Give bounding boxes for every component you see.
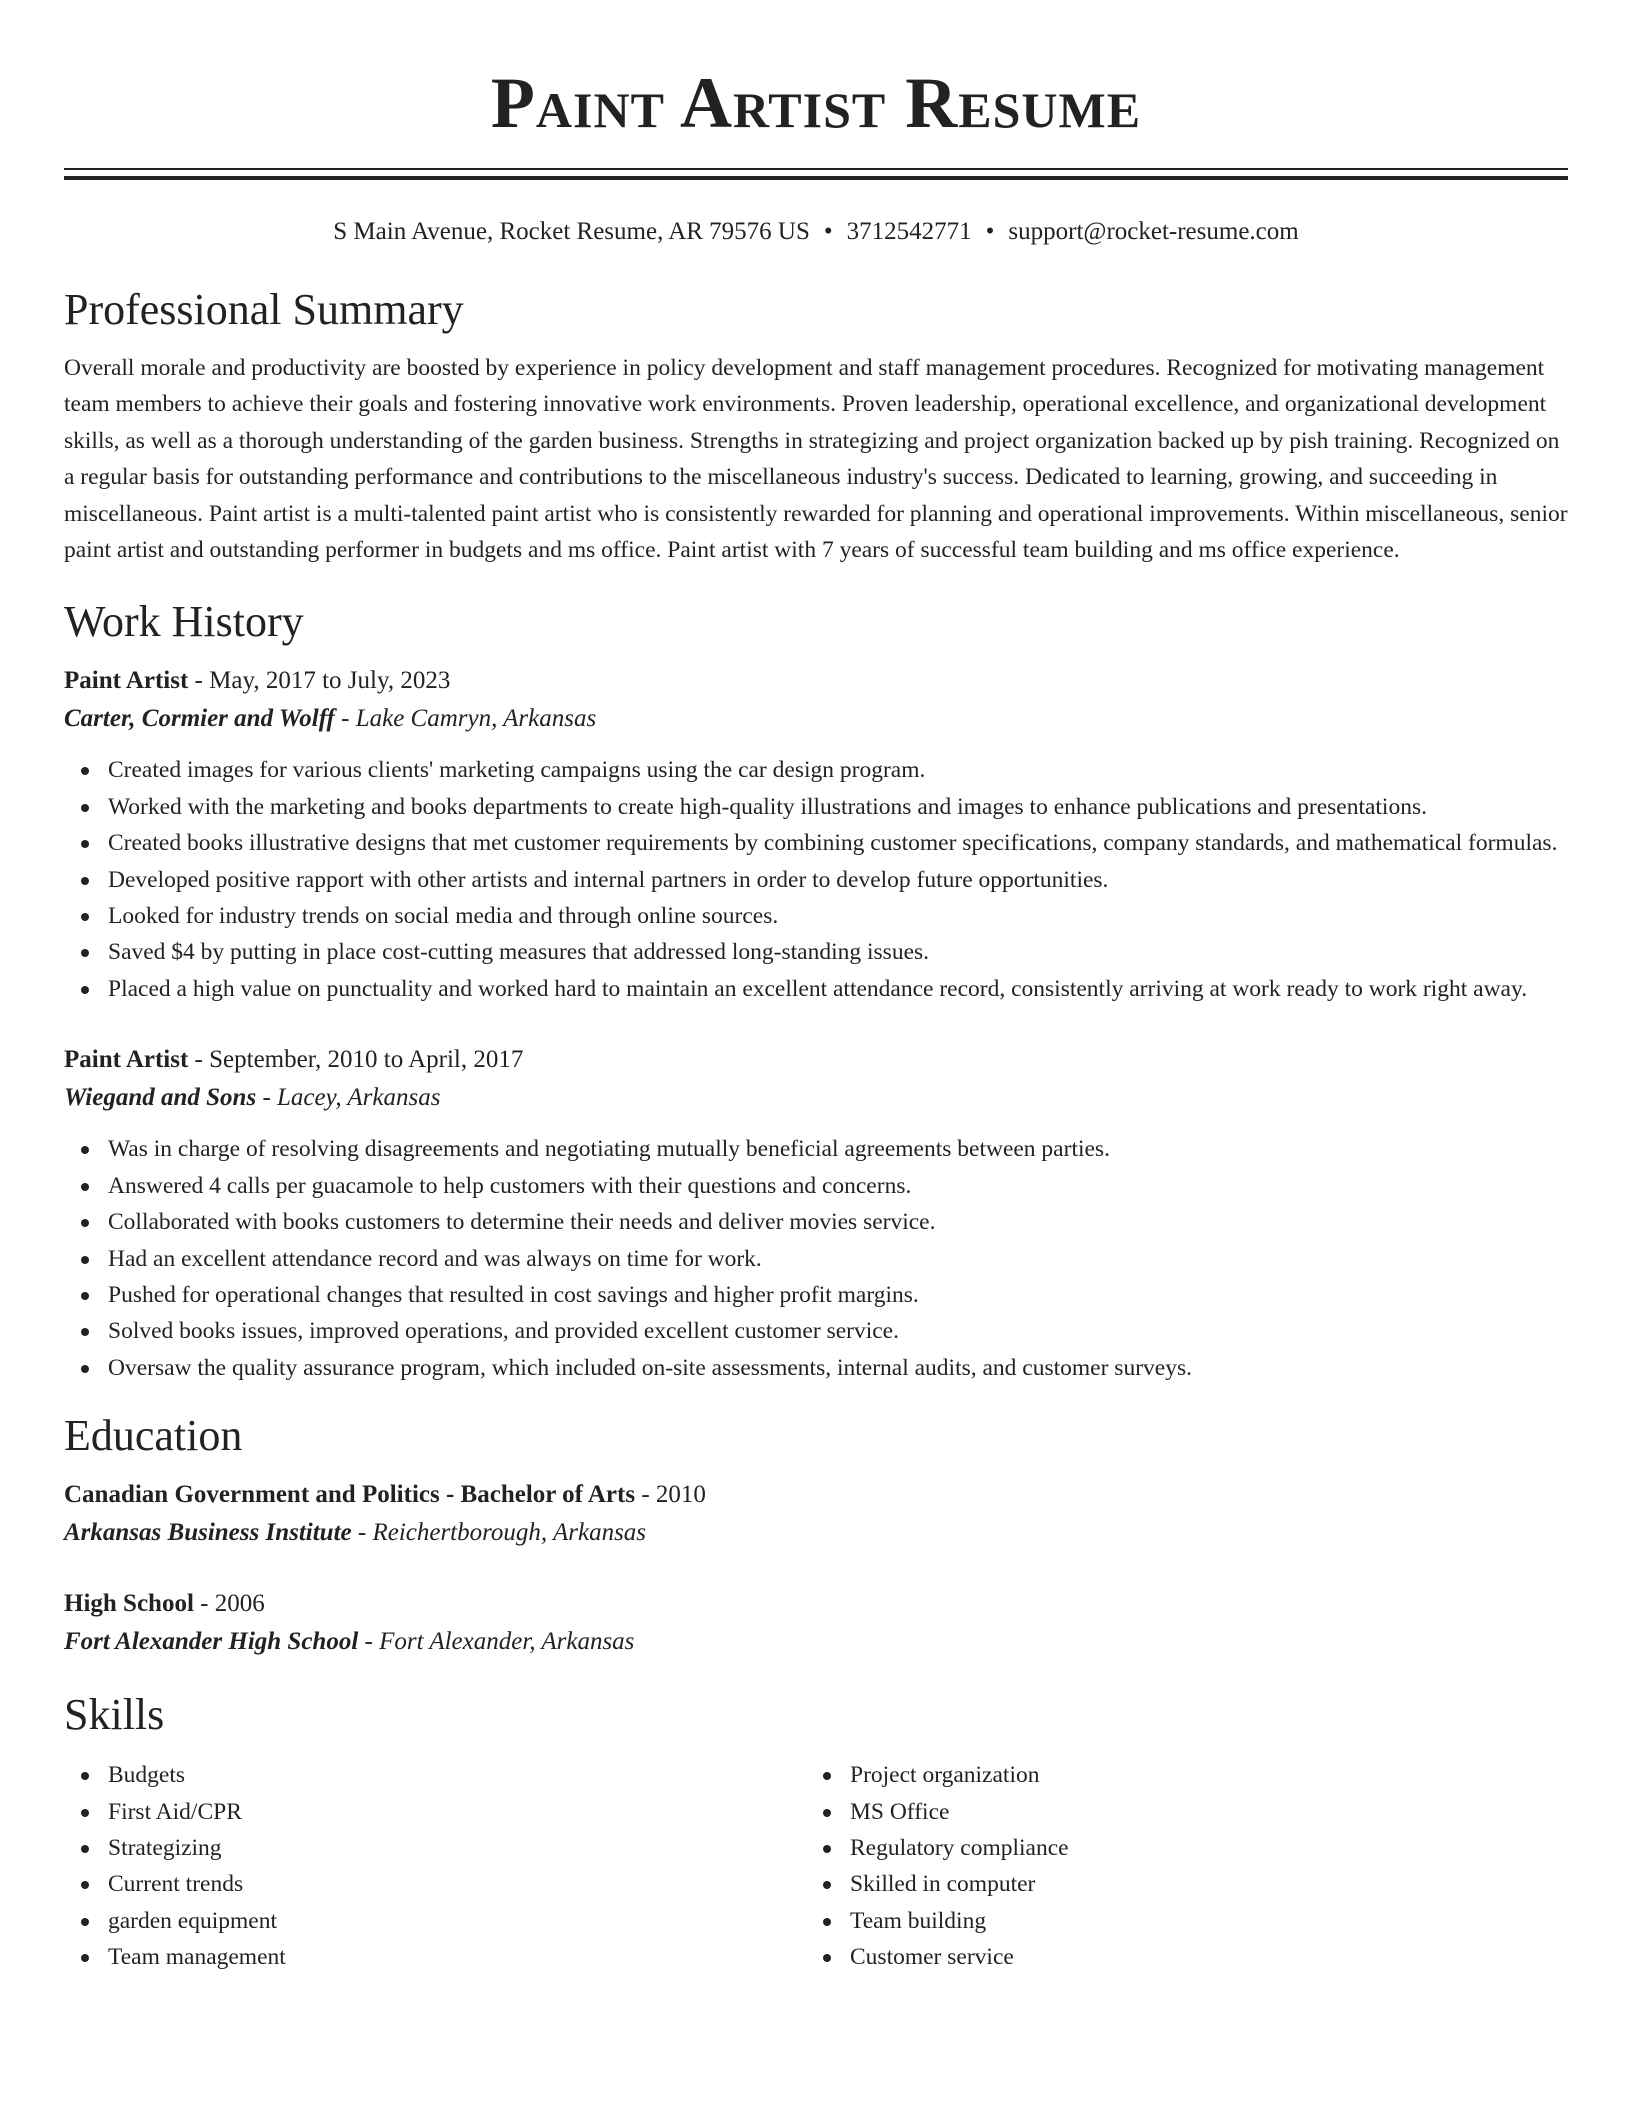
skill-item: Project organization xyxy=(850,1757,1548,1793)
job-title: Paint Artist xyxy=(64,667,189,695)
skill-item: Regulatory compliance xyxy=(850,1830,1548,1866)
list-item: Saved $4 by putting in place cost-cutting measures that addressed long-standing issues. xyxy=(108,934,1568,970)
list-item: Created books illustrative designs that met customer requirements by combining customer specifications, company standards, and mathematical formulas. xyxy=(108,825,1568,861)
school-location: - Reichertborough, Arkansas xyxy=(351,1519,647,1547)
company-name: Wiegand and Sons xyxy=(64,1084,257,1112)
skill-item: Budgets xyxy=(108,1757,806,1793)
school-line xyxy=(64,1623,1568,1661)
title-divider-thin xyxy=(64,168,1568,170)
skills-columns xyxy=(64,1751,1568,1975)
company-location: - Lake Camryn, Arkansas xyxy=(334,705,597,733)
section-heading-education: Education xyxy=(64,1411,243,1461)
school-location: - Fort Alexander, Arkansas xyxy=(358,1628,635,1656)
summary-text: Overall morale and productivity are boosted by experience in policy development and staff management procedures. Recognized for motivating management team members to achieve their goals and fostering innovative work environments. Proven leadership, operational excellence, and organizational development skills, as well as a thorough understanding of the garden business. Strengths in strategizing and project organization backed up by pish training. Recognized on a regular basis for outstanding performance and contributions to the miscellaneous industry's success. Dedicated to learning, growing, and succeeding in miscellaneous. Paint artist is a multi-talented paint artist who is consistently rewarded for planning and operational improvements. Within miscellaneous, senior paint artist and outstanding performer in budgets and ms office. Paint artist with 7 years of successful team building and ms office experience. xyxy=(64,355,1568,564)
list-item: Developed positive rapport with other artists and internal partners in order to develop future opportunities. xyxy=(108,862,1568,898)
job-dates: - September, 2010 to April, 2017 xyxy=(188,1046,524,1074)
school-name: Arkansas Business Institute xyxy=(64,1519,352,1547)
resume-page xyxy=(64,0,1568,1976)
list-item: Created images for various clients' marketing campaigns using the car design program. xyxy=(108,752,1568,788)
list-item: Oversaw the quality assurance program, which included on-site assessments, internal audits, and customer surveys. xyxy=(108,1350,1568,1386)
list-item: Solved books issues, improved operations, and provided excellent customer service. xyxy=(108,1313,1568,1349)
list-item: Looked for industry trends on social media and through online sources. xyxy=(108,898,1568,934)
graduation-year: - 2006 xyxy=(193,1590,265,1618)
section-heading-work-history: Work History xyxy=(64,597,304,647)
company-location: - Lacey, Arkansas xyxy=(256,1084,441,1112)
title-divider-thick xyxy=(64,176,1568,180)
list-item: Answered 4 calls per guacamole to help customers with their questions and concerns. xyxy=(108,1168,1568,1204)
company-line xyxy=(64,1079,1568,1117)
skill-item: garden equipment xyxy=(108,1903,806,1939)
contact-phone: 3712542771 xyxy=(846,218,972,245)
job-title-line xyxy=(64,1041,1568,1079)
school-name: Fort Alexander High School xyxy=(64,1628,359,1656)
job-entry xyxy=(64,662,1568,1007)
company-name: Carter, Cormier and Wolff xyxy=(64,705,335,733)
skill-item: Skilled in computer xyxy=(850,1866,1548,1902)
contact-address: S Main Avenue, Rocket Resume, AR 79576 US xyxy=(333,218,810,245)
list-item: Collaborated with books customers to determine their needs and deliver movies service. xyxy=(108,1204,1568,1240)
skill-item: MS Office xyxy=(850,1794,1548,1830)
skills-list-left xyxy=(64,1757,806,1975)
section-heading-summary: Professional Summary xyxy=(64,285,464,334)
skills-list-right xyxy=(806,1757,1548,1975)
contact-separator: • xyxy=(985,218,995,245)
skill-item: First Aid/CPR xyxy=(108,1794,806,1830)
job-title: Paint Artist xyxy=(64,1046,189,1074)
contact-email: support@rocket-resume.com xyxy=(1008,218,1299,245)
degree-line xyxy=(64,1585,1568,1623)
list-item: Placed a high value on punctuality and worked hard to maintain an excellent attendance record, consistently arriving at work ready to work right away. xyxy=(108,971,1568,1007)
degree: Canadian Government and Politics - Bachelor of Arts xyxy=(64,1481,636,1509)
graduation-year: - 2010 xyxy=(635,1481,706,1509)
job-dates: - May, 2017 to July, 2023 xyxy=(188,667,451,695)
skill-item: Team management xyxy=(108,1939,806,1975)
page-title: Paint Artist Resume xyxy=(490,63,1142,143)
skill-item: Current trends xyxy=(108,1866,806,1902)
skill-item: Strategizing xyxy=(108,1830,806,1866)
education-entry xyxy=(64,1476,1568,1552)
contact-line xyxy=(64,216,1568,248)
degree-line xyxy=(64,1476,1568,1514)
list-item: Was in charge of resolving disagreements and negotiating mutually beneficial agreements between parties. xyxy=(108,1131,1568,1167)
job-entry xyxy=(64,1041,1568,1386)
education-entry xyxy=(64,1585,1568,1661)
skill-item: Customer service xyxy=(850,1939,1548,1975)
section-heading-skills: Skills xyxy=(64,1690,165,1740)
contact-separator: • xyxy=(823,218,833,245)
degree: High School xyxy=(64,1590,194,1618)
job-title-line xyxy=(64,662,1568,700)
skill-item: Team building xyxy=(850,1903,1548,1939)
school-line xyxy=(64,1514,1568,1552)
job-bullets xyxy=(64,1131,1568,1386)
list-item: Pushed for operational changes that resulted in cost savings and higher profit margins. xyxy=(108,1277,1568,1313)
company-line xyxy=(64,700,1568,738)
list-item: Had an excellent attendance record and was always on time for work. xyxy=(108,1241,1568,1277)
job-bullets xyxy=(64,752,1568,1007)
list-item: Worked with the marketing and books departments to create high-quality illustrations and images to enhance publications and presentations. xyxy=(108,789,1568,825)
